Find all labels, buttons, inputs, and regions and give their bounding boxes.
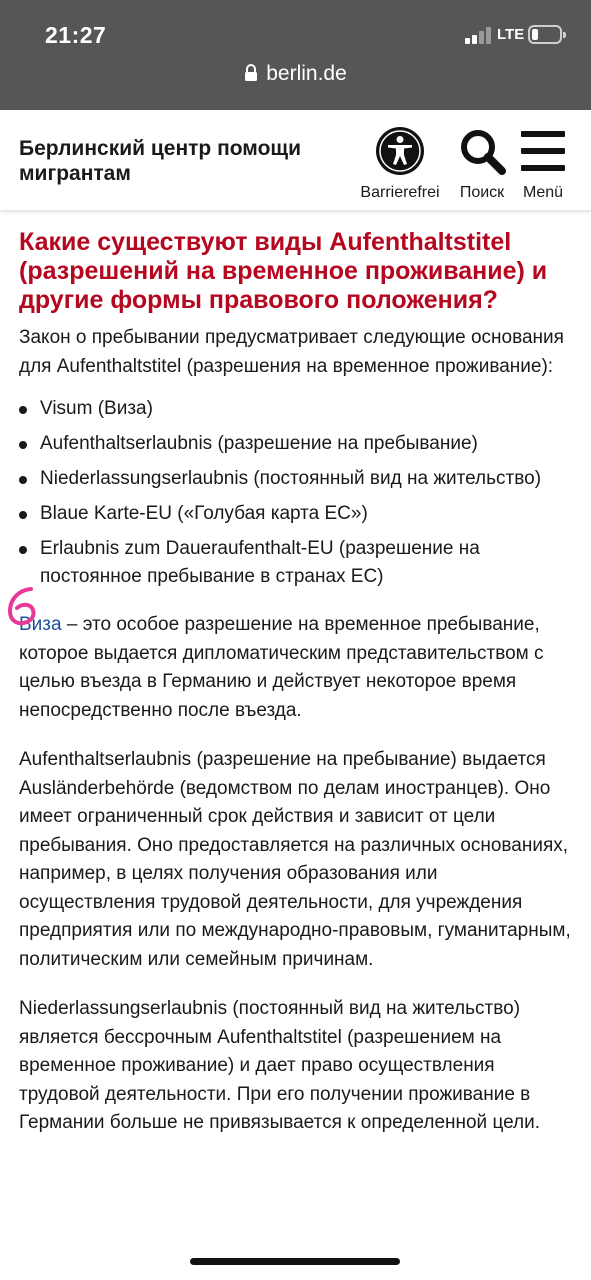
search-button[interactable] [452,126,512,202]
intro-paragraph: Закон о пребывании предусматривает следующие основания для Aufenthaltstitel (разрешения на временное проживание): [19,327,564,377]
list-item: Erlaubnis zum Daueraufenthalt-EU (разрешение на постоянное пребывание в странах ЕС) [19,535,574,591]
battery-icon [528,25,562,44]
site-header [0,110,591,210]
visa-link[interactable]: Виза [19,614,62,635]
search-icon [457,126,507,176]
list-item: Visum (Виза) [19,395,574,423]
url-text: berlin.de [266,62,347,85]
network-type: LTE [497,26,525,43]
address-bar[interactable] [0,62,591,86]
residence-title-list [19,395,574,591]
clock: 21:27 [45,22,107,48]
visa-paragraph [19,611,574,725]
home-indicator[interactable] [190,1258,400,1265]
lock-icon [244,64,258,82]
list-item: Aufenthaltserlaubnis (разрешение на пребывание) [19,430,574,458]
search-label: Поиск [459,184,505,201]
menu-label: Menü [522,184,564,201]
status-bar [0,0,591,110]
accessibility-icon [375,126,425,176]
residence-permit-paragraph: Aufenthaltserlaubnis (разрешение на пребывание) выдается Ausländerbehörde (ведомством по делам иностранцев). Оно имеет ограниченный срок действия и зависит от цели пребывания. Оно предоставляется на различных основаниях, например, в целях получения образования или осуществления трудовой деятельности, для учреждения предприятия или по международно-правовым, гуманитарным, политическим или семейным причинам. [19,749,571,970]
menu-button[interactable] [518,126,568,202]
article [19,228,574,1138]
visa-paragraph-text: – это особое разрешение на временное пребывание, которое выдается дипломатическим представительством с целью въезда в Германию и действует некоторое время непосредственно после въезда. [19,614,544,721]
article-title: Какие существуют виды Aufenthaltstitel (разрешений на временное проживание) и другие формы правового положения? [19,228,548,314]
handwritten-annotation-mark [5,585,41,627]
accessibility-button[interactable] [356,126,444,202]
list-item: Blaue Karte-EU («Голубая карта ЕС») [19,500,574,528]
site-title[interactable]: Берлинский центр помощи мигрантам [19,137,302,185]
settlement-permit-paragraph: Niederlassungserlaubnis (постоянный вид на жительство) является бессрочным Aufenthaltstitel (разрешением на временное проживание) и дает право осуществления трудовой деятельности. При его получении проживание в Германии больше не привязывается к определенной цели. [19,998,541,1133]
accessibility-label: Barrierefrei [360,184,440,201]
signal-icon [465,26,493,44]
list-item: Niederlassungserlaubnis (постоянный вид на жительство) [19,465,574,493]
hamburger-menu-icon [520,126,566,176]
